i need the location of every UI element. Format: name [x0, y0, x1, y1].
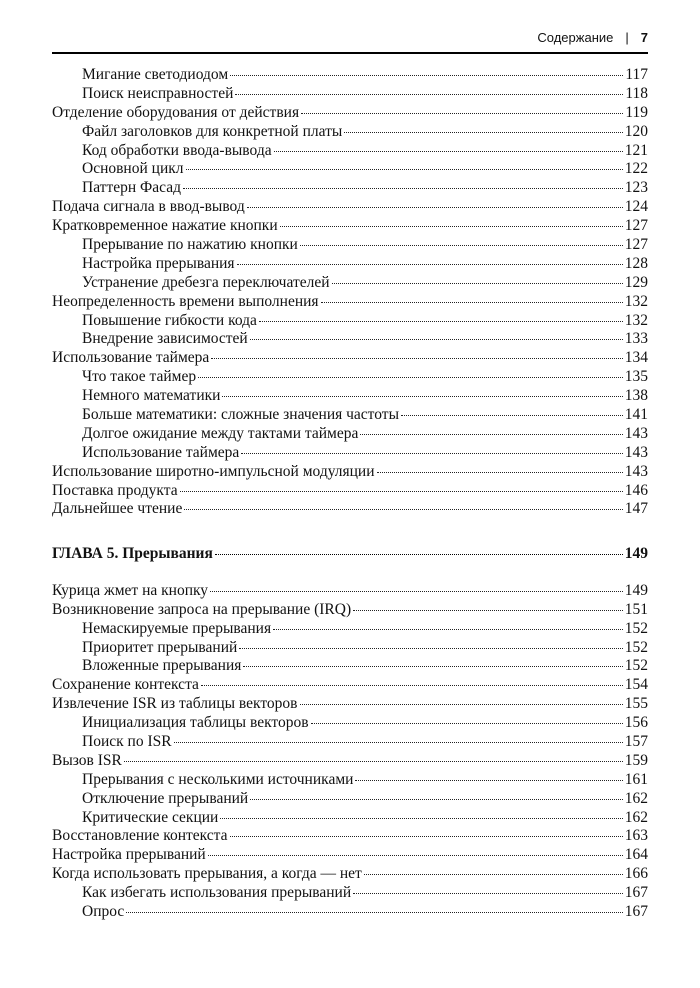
toc-entry[interactable] [52, 160, 648, 179]
toc-entry[interactable] [52, 695, 648, 714]
dot-leader [300, 703, 623, 705]
toc-entry-title: Отделение оборудования от действия [52, 103, 300, 121]
toc-entry-title: Прерывание по нажатию кнопки [82, 236, 298, 254]
dot-leader [126, 911, 622, 913]
toc-section-1 [52, 66, 648, 519]
toc-entry-title: Вложенные прерывания [82, 657, 242, 675]
toc-entry[interactable] [52, 620, 648, 639]
dot-leader [332, 282, 623, 284]
dot-leader [353, 609, 623, 611]
toc-entry-page: 128 [624, 254, 648, 272]
toc-entry-title: Отключение прерываний [82, 789, 249, 807]
dot-leader [208, 854, 623, 856]
toc-entry[interactable] [52, 330, 648, 349]
toc-entry-page: 122 [624, 160, 648, 178]
page-number: 7 [640, 30, 648, 45]
running-header [52, 30, 648, 54]
toc-entry[interactable] [52, 236, 648, 255]
toc-entry-page: 151 [624, 600, 648, 618]
toc-entry-page: 155 [624, 695, 648, 713]
dot-leader [124, 760, 623, 762]
toc-entries-2 [52, 582, 648, 922]
toc-entry-page: 133 [624, 330, 648, 348]
toc-entry-title: Неопределенность времени выполнения [52, 292, 319, 310]
toc-entry[interactable] [52, 809, 648, 828]
dot-leader [247, 206, 623, 208]
dot-leader [230, 74, 623, 76]
toc-entry[interactable] [52, 387, 648, 406]
toc-entry[interactable] [52, 657, 648, 676]
toc-entry-title: Что такое таймер [82, 368, 197, 386]
toc-entry[interactable] [52, 217, 648, 236]
dot-leader [180, 490, 623, 492]
toc-entry[interactable] [52, 676, 648, 695]
toc-entry-title: Устранение дребезга переключателей [82, 273, 330, 291]
dot-leader [174, 741, 623, 743]
header-separator: | [625, 30, 629, 45]
toc-entry-page: 146 [624, 481, 648, 499]
toc-entry-title: Опрос [82, 903, 125, 921]
toc-entry[interactable] [52, 827, 648, 846]
toc-entry-page: 127 [624, 217, 648, 235]
toc-entry[interactable] [52, 444, 648, 463]
dot-leader [364, 873, 623, 875]
toc-entry[interactable] [52, 714, 648, 733]
dot-leader [250, 338, 623, 340]
toc-entry-title: Код обработки ввода-вывода [82, 141, 272, 159]
dot-leader [235, 93, 623, 95]
toc-entry[interactable] [52, 66, 648, 85]
dot-leader [198, 376, 623, 378]
toc-entry-page: 156 [624, 714, 648, 732]
dot-leader [301, 112, 623, 114]
toc-entry-page: 117 [625, 66, 648, 83]
toc-entry-title: Критические секции [82, 808, 219, 826]
toc-entry-page: 119 [625, 103, 648, 121]
toc-entry-page: 141 [624, 406, 648, 424]
toc-entry-page: 124 [624, 198, 648, 216]
toc-entry-title: Настройка прерываний [52, 846, 206, 864]
dot-leader [201, 684, 623, 686]
toc-entry-title: Поставка продукта [52, 481, 178, 499]
toc-entry[interactable] [52, 406, 648, 425]
toc-entry-title: Использование таймера [82, 443, 240, 461]
toc-entry[interactable] [52, 349, 648, 368]
toc-entry-title: Паттерн Фасад [82, 179, 181, 197]
toc-entry-page: 129 [624, 273, 648, 291]
dot-leader [220, 817, 622, 819]
toc-entry[interactable] [52, 733, 648, 752]
dot-leader [237, 263, 623, 265]
toc-entry-page: 162 [624, 808, 648, 826]
toc-entry[interactable] [52, 903, 648, 922]
toc-entry[interactable] [52, 198, 648, 217]
dot-leader [259, 320, 623, 322]
toc-entry-page: 161 [624, 770, 648, 788]
toc-entry[interactable] [52, 368, 648, 387]
toc-entry-title: Использование широтно-импульсной модуляции [52, 462, 375, 480]
dot-leader [250, 798, 623, 800]
toc-entry-page: 143 [624, 443, 648, 461]
toc-entry[interactable] [52, 482, 648, 501]
dot-leader [210, 590, 623, 592]
toc-entry[interactable] [52, 85, 648, 104]
dot-leader [222, 395, 622, 397]
toc-entry-title: Вызов ISR [52, 751, 122, 769]
toc-entry-page: 152 [624, 638, 648, 656]
toc-entry-title: Поиск по ISR [82, 733, 172, 751]
toc-entry-title: Немаскируемые прерывания [82, 619, 272, 637]
toc-entry-title: Инициализация таблицы векторов [82, 714, 309, 732]
toc-entry-page: 135 [624, 368, 648, 386]
toc-entry-title: Мигание светодиодом [82, 66, 229, 83]
toc-entry-page: 138 [624, 387, 648, 405]
toc-entry-page: 159 [624, 751, 648, 769]
toc-entry[interactable] [52, 179, 648, 198]
dot-leader [215, 553, 623, 555]
toc-entry-title: Курица жмет на кнопку [52, 581, 209, 599]
chapter-heading[interactable] [52, 545, 648, 564]
dot-leader [230, 835, 623, 837]
toc-entry-page: 147 [624, 500, 648, 518]
toc-entry-page: 152 [624, 619, 648, 637]
dot-leader [241, 452, 622, 454]
toc-entry-page: 121 [624, 141, 648, 159]
toc-entry-page: 143 [624, 462, 648, 480]
toc-entry[interactable] [52, 255, 648, 274]
toc-entry-page: 162 [624, 789, 648, 807]
dot-leader [300, 244, 623, 246]
toc-entry-title: Дальнейшее чтение [52, 500, 183, 518]
toc-entry[interactable] [52, 582, 648, 601]
toc-section-2 [52, 545, 648, 922]
toc-entry-title: Повышение гибкости кода [82, 311, 257, 329]
toc-entry-title: Извлечение ISR из таблицы векторов [52, 695, 298, 713]
toc-entry[interactable] [52, 639, 648, 658]
dot-leader [184, 508, 622, 510]
toc-entry-title: Настройка прерывания [82, 254, 235, 272]
toc-entry-page: 123 [624, 179, 648, 197]
dot-leader [273, 628, 623, 630]
chapter-page: 149 [624, 545, 648, 562]
toc-entry-title: Немного математики [82, 387, 221, 405]
toc-entry[interactable] [52, 601, 648, 620]
toc-entry[interactable] [52, 790, 648, 809]
toc-entry-title: Приоритет прерываний [82, 638, 238, 656]
toc-entry-page: 132 [624, 292, 648, 310]
dot-leader [211, 357, 622, 359]
dot-leader [239, 647, 622, 649]
toc-entry-title: Возникновение запроса на прерывание (IRQ) [52, 600, 352, 618]
toc-entry[interactable] [52, 771, 648, 790]
toc-entry-title: Сохранение контекста [52, 676, 199, 694]
dot-leader [377, 471, 623, 473]
toc-entry[interactable] [52, 752, 648, 771]
toc-entry-page: 118 [625, 84, 648, 102]
toc-entry-page: 167 [624, 884, 648, 902]
toc-entry-page: 157 [624, 733, 648, 751]
toc-entry-title: Поиск неисправностей [82, 84, 234, 102]
toc-entry-title: Подача сигнала в ввод-вывод [52, 198, 245, 216]
dot-leader [243, 665, 622, 667]
section-title: Содержание [537, 30, 614, 45]
dot-leader [274, 150, 623, 152]
dot-leader [280, 225, 623, 227]
toc-entry[interactable] [52, 425, 648, 444]
toc-entry-title: Использование таймера [52, 349, 210, 367]
toc-entry[interactable] [52, 293, 648, 312]
toc-entry-page: 166 [624, 865, 648, 883]
dot-leader [183, 187, 623, 189]
toc-entry-title: Долгое ожидание между тактами таймера [82, 424, 359, 442]
toc-entry[interactable] [52, 142, 648, 161]
toc-entry[interactable] [52, 500, 648, 519]
toc-entry[interactable] [52, 123, 648, 142]
toc-entry-page: 152 [624, 657, 648, 675]
toc-entry[interactable] [52, 104, 648, 123]
toc-entry[interactable] [52, 846, 648, 865]
toc-entry-page: 149 [624, 581, 648, 599]
dot-leader [401, 414, 623, 416]
dot-leader [311, 722, 623, 724]
toc-entry[interactable] [52, 884, 648, 903]
toc-entry-title: Основной цикл [82, 160, 184, 178]
toc-entry-title: Когда использовать прерывания, а когда — нет [52, 865, 362, 883]
toc-entry-title: Прерывания с несколькими источниками [82, 770, 354, 788]
toc-entry-page: 134 [624, 349, 648, 367]
toc-entry[interactable] [52, 312, 648, 331]
toc-entry-page: 164 [624, 846, 648, 864]
toc-entry-page: 120 [624, 122, 648, 140]
dot-leader [355, 779, 622, 781]
dot-leader [353, 892, 623, 894]
toc-entry-title: Восстановление контекста [52, 827, 228, 845]
dot-leader [186, 168, 623, 170]
toc-entry-title: Внедрение зависимостей [82, 330, 248, 348]
toc-entry[interactable] [52, 463, 648, 482]
toc-entry-title: Кратковременное нажатие кнопки [52, 217, 278, 235]
toc-entry-page: 163 [624, 827, 648, 845]
toc-entry-page: 154 [624, 676, 648, 694]
toc-entry-page: 167 [624, 903, 648, 921]
dot-leader [321, 301, 623, 303]
toc-entry[interactable] [52, 274, 648, 293]
toc-entry-page: 132 [624, 311, 648, 329]
dot-leader [344, 131, 622, 133]
dot-leader [360, 433, 622, 435]
toc-entry-page: 143 [624, 424, 648, 442]
toc-entry-page: 127 [624, 236, 648, 254]
toc-entry-title: Больше математики: сложные значения частоты [82, 406, 399, 424]
chapter-title: ГЛАВА 5. Прерывания [52, 545, 213, 562]
toc-entry-title: Как избегать использования прерываний [82, 884, 352, 902]
toc-entry-title: Файл заголовков для конкретной платы [82, 122, 343, 140]
toc-entry[interactable] [52, 865, 648, 884]
